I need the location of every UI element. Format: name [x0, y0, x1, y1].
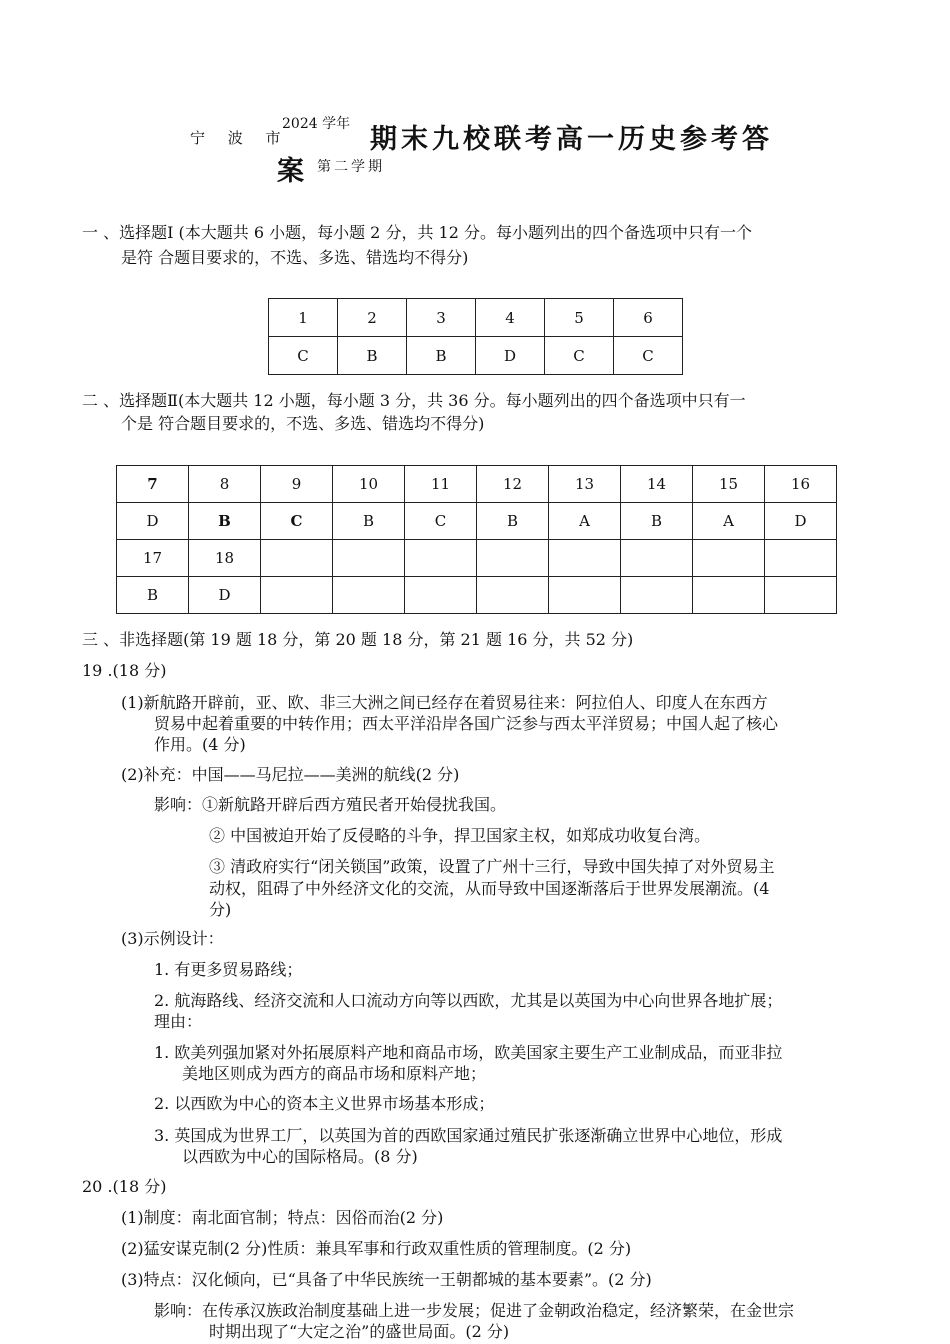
q20-p3: (3)特点：汉化倾向，已“具备了中华民族统一王朝都城的基本要素”。(2 分)	[121, 1270, 652, 1289]
section1-heading-line2: 是符 合题目要求的，不选、多选、错选均不得分)	[121, 248, 469, 267]
table-cell	[621, 540, 693, 577]
table-cell: 3	[407, 299, 476, 337]
table-cell	[621, 577, 693, 614]
section2-heading-line1: 二 、选择题Ⅱ(本大题共 12 小题，每小题 3 分，共 36 分。每小题列出的四个备选项中只有一	[82, 391, 746, 410]
table-cell: 2	[338, 299, 407, 337]
table-cell: B	[407, 337, 476, 375]
table-cell: C	[269, 337, 338, 375]
table-cell: D	[117, 503, 189, 540]
table-cell	[261, 540, 333, 577]
table-row	[269, 337, 683, 375]
table-row	[117, 577, 837, 614]
header-semester: 第二学期	[317, 159, 385, 175]
table-cell: C	[545, 337, 614, 375]
table-cell	[549, 540, 621, 577]
table-cell: C	[261, 503, 333, 540]
table-cell: 10	[333, 466, 405, 503]
table-cell: D	[765, 503, 837, 540]
table-cell: 4	[476, 299, 545, 337]
table-cell: D	[189, 577, 261, 614]
table-cell: C	[614, 337, 683, 375]
header-year: 2024 学年	[282, 116, 351, 132]
q19-p3: (3)示例设计：	[121, 929, 224, 948]
table-row	[117, 540, 837, 577]
q19-r3b: 以西欧为中心的国际格局。(8 分)	[182, 1147, 418, 1166]
q20-p3-impact-b: 时期出现了“大定之治”的盛世局面。(2 分)	[209, 1322, 510, 1341]
table-cell	[333, 577, 405, 614]
q19-p3-2: 2. 航海路线、经济交流和人口流动方向等以西欧，尤其是以英国为中心向世界各地扩展；	[154, 991, 783, 1010]
table-cell	[477, 577, 549, 614]
table-cell: 15	[693, 466, 765, 503]
q19-p2-i3b: 动权，阻碍了中外经济文化的交流，从而导致中国逐渐落后于世界发展潮流。(4	[209, 879, 770, 898]
q19-p2: (2)补充：中国——马尼拉——美洲的航线(2 分)	[121, 765, 460, 784]
section2-answer-table	[116, 465, 837, 614]
table-cell: 17	[117, 540, 189, 577]
q19-p1c: 作用。(4 分)	[154, 735, 246, 754]
table-cell: 11	[405, 466, 477, 503]
q19-p3-1: 1. 有更多贸易路线；	[154, 960, 303, 979]
table-cell: A	[693, 503, 765, 540]
table-cell: D	[476, 337, 545, 375]
table-cell: 18	[189, 540, 261, 577]
table-cell: 9	[261, 466, 333, 503]
table-cell	[261, 577, 333, 614]
table-cell	[693, 577, 765, 614]
table-cell	[765, 540, 837, 577]
table-cell	[333, 540, 405, 577]
q19-p2-i3c: 分)	[209, 900, 232, 919]
q19-p3-reason: 理由：	[154, 1012, 203, 1031]
page-title: 期末九校联考高一历史参考答	[370, 124, 773, 155]
q19-r2: 2. 以西欧为中心的资本主义世界市场基本形成；	[154, 1094, 495, 1113]
table-cell: 7	[117, 466, 189, 503]
table-cell: 13	[549, 466, 621, 503]
section2-heading-line2: 个是 符合题目要求的，不选、多选、错选均不得分)	[121, 414, 485, 433]
table-cell: 16	[765, 466, 837, 503]
table-cell: B	[477, 503, 549, 540]
table-cell	[693, 540, 765, 577]
table-cell	[405, 540, 477, 577]
table-row	[269, 299, 683, 337]
q19-label: 19 .(18 分)	[82, 661, 167, 680]
table-cell: C	[405, 503, 477, 540]
section3-heading: 三 、非选择题(第 19 题 18 分，第 20 题 18 分，第 21 题 16 分，共 52 分)	[82, 630, 634, 649]
table-row	[117, 503, 837, 540]
section1-heading-line1: 一 、选择题Ⅰ (本大题共 6 小题，每小题 2 分，共 12 分。每小题列出的四个备选项中只有一个	[82, 223, 752, 242]
q19-p1: (1)新航路开辟前，亚、欧、非三大洲之间已经存在着贸易往来：阿拉伯人、印度人在东西方	[121, 693, 768, 712]
q19-r1b: 美地区则成为西方的商品市场和原料产地；	[182, 1064, 487, 1083]
table-cell: B	[189, 503, 261, 540]
table-cell	[765, 577, 837, 614]
q20-label: 20 .(18 分)	[82, 1177, 167, 1196]
q19-p2-i3a: ③ 清政府实行“闭关锁国”政策，设置了广州十三行，导致中国失掉了对外贸易主	[209, 857, 775, 876]
q19-r1a: 1. 欧美列强加紧对外拓展原料产地和商品市场，欧美国家主要生产工业制成品，而亚非拉	[154, 1043, 783, 1062]
table-cell: B	[117, 577, 189, 614]
table-cell: B	[338, 337, 407, 375]
table-row	[117, 466, 837, 503]
header-city: 宁 波 市	[190, 129, 290, 147]
q19-p2-i2: ② 中国被迫开始了反侵略的斗争，捍卫国家主权，如郑成功收复台湾。	[209, 826, 711, 845]
table-cell: 1	[269, 299, 338, 337]
table-cell: B	[333, 503, 405, 540]
q19-p2-impact: 影响：①新航路开辟后西方殖民者开始侵扰我国。	[154, 795, 507, 814]
table-cell	[477, 540, 549, 577]
q20-p3-impact-a: 影响：在传承汉族政治制度基础上进一步发展；促进了金朝政治稳定，经济繁荣，在金世宗	[154, 1301, 795, 1320]
table-cell: 5	[545, 299, 614, 337]
q20-p1: (1)制度：南北面官制；特点：因俗而治(2 分)	[121, 1208, 444, 1227]
table-cell: 8	[189, 466, 261, 503]
table-cell	[549, 577, 621, 614]
table-cell: 6	[614, 299, 683, 337]
q20-p2: (2)猛安谋克制(2 分)性质：兼具军事和行政双重性质的管理制度。(2 分)	[121, 1239, 632, 1258]
table-cell: A	[549, 503, 621, 540]
table-cell: 12	[477, 466, 549, 503]
table-cell: 14	[621, 466, 693, 503]
section1-answer-table	[268, 298, 683, 375]
table-cell: B	[621, 503, 693, 540]
table-cell	[405, 577, 477, 614]
page-title-tail: 案	[277, 156, 308, 187]
q19-r3a: 3. 英国成为世界工厂，以英国为首的西欧国家通过殖民扩张逐渐确立世界中心地位，形成	[154, 1126, 783, 1145]
q19-p1b: 贸易中起着重要的中转作用；西太平洋沿岸各国广泛参与西太平洋贸易；中国人起了核心	[154, 714, 779, 733]
